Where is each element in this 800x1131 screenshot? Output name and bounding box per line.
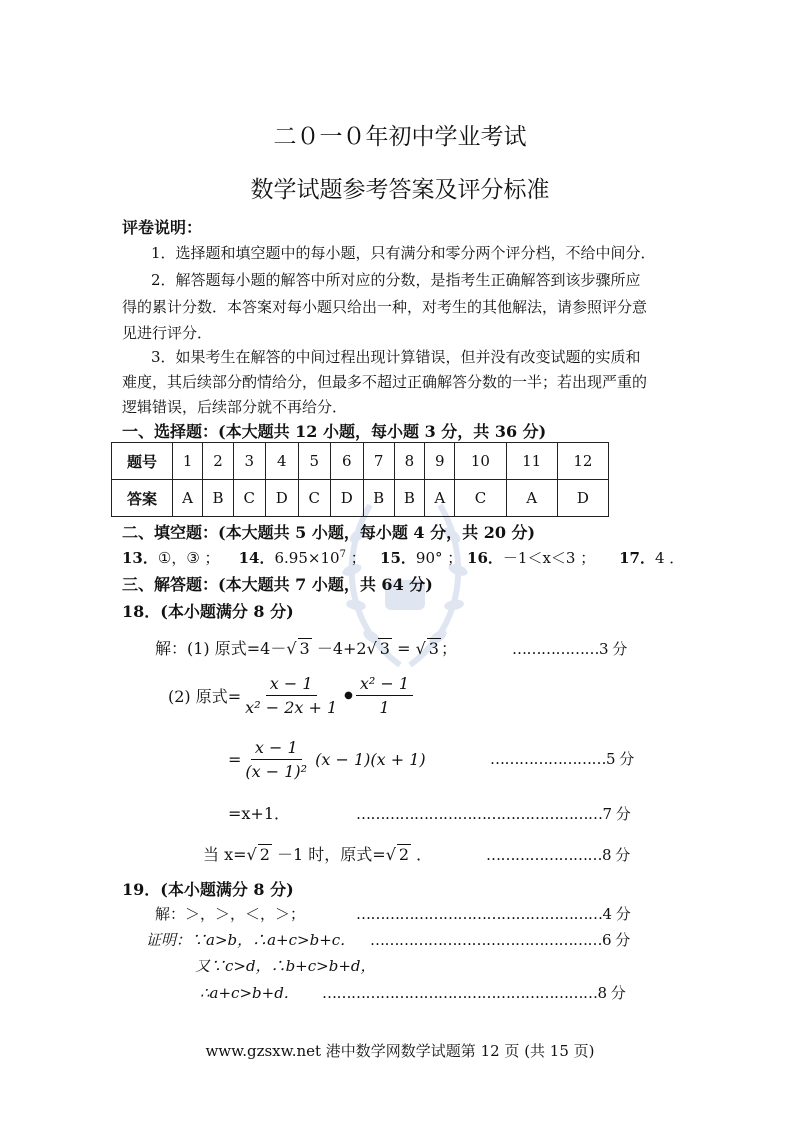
note-line-1: 1．选择题和填空题中的每小题，只有满分和零分两个评分档，不给中间分． [151,244,656,262]
table-cell: B [363,480,394,517]
equals-sign: = [391,639,416,658]
sqrt-icon: √ [246,845,257,864]
q18-step3-score: ……………………5 分 [490,750,634,768]
section2-title: 二、填空题： [122,523,219,542]
q18-step4-score: ……………………………………………7 分 [356,805,631,823]
q19-line4-score: …………………………………………………8 分 [322,984,626,1002]
fraction-numerator: x² − 1 [356,674,413,696]
table-header-number: 题号 [112,443,173,480]
table-cell: D [265,480,298,517]
table-cell: 1 [173,443,203,480]
table-cell: 11 [506,443,557,480]
note-line-7: 逻辑错误，后续部分就不再给分． [122,398,348,416]
q18-step5-score: ……………………8 分 [486,846,630,864]
sqrt-icon: √ [415,639,426,658]
table-row-answers [112,480,609,517]
table-row-numbers [112,443,609,480]
section1-heading [122,419,546,442]
q13-answer: ①，③ ； [157,549,220,567]
q17-answer: 4 ． [654,549,685,567]
q18-step2 [168,674,413,717]
note-line-6: 难度，其后续部分酌情给分，但最多不超过正确解答分数的一半；若出现严重的 [122,373,648,391]
fill-answers-line [122,547,684,568]
radicand: 3 [379,639,390,658]
table-cell: 7 [363,443,394,480]
q14-number: 14． [238,549,275,567]
table-cell: 9 [425,443,455,480]
q18-step1-tail: ； [440,639,457,658]
table-cell: D [330,480,363,517]
table-cell: 2 [203,443,234,480]
section2-heading [122,520,535,543]
fraction [241,738,311,781]
fraction [241,674,341,717]
q18-step1-prefix: 解：(1) 原式=4－ [155,639,287,658]
table-cell: 4 [265,443,298,480]
table-cell: A [173,480,203,517]
section1-title: 一、选择题： [122,422,219,441]
notes-heading: 评卷说明： [122,218,203,237]
sqrt-icon: √ [385,845,396,864]
answer-table [111,442,609,517]
fraction-numerator: x − 1 [266,674,317,696]
document-subtitle: 数学试题参考答案及评分标准 [250,177,550,203]
table-cell: 10 [455,443,506,480]
q18-step2-prefix: (2) 原式= [168,687,242,706]
fraction-denominator: x² − 2x + 1 [245,698,338,717]
fraction-denominator: (x − 1)² [245,762,308,781]
table-cell: C [455,480,506,517]
q15-number: 15． [380,549,416,567]
q16-number: 16． [467,549,503,567]
q18-heading: 18．(本小题满分 8 分) [122,602,294,621]
fraction-denominator: 1 [379,698,390,717]
q18-step1 [155,636,457,659]
q18-step1-score: ………………3 分 [512,640,627,658]
section3-title: 三、解答题： [122,575,219,594]
table-cell: A [506,480,557,517]
page-footer: www.gzsxw.net 港中数学网数学试题第 12 页 (共 15 页) [205,1042,595,1060]
table-cell: 12 [557,443,608,480]
radicand: 3 [428,639,439,658]
table-cell: D [557,480,608,517]
section3-heading [122,572,433,595]
table-cell: C [233,480,265,517]
note-line-4: 见进行评分． [122,324,213,342]
q14-tail: ； [345,549,366,567]
note-line-2: 2．解答题每小题的解答中所对应的分数，是指考生正确解答到该步骤所应 [151,271,641,289]
note-line-5: 3．如果考生在解答的中间过程出现计算错误，但并没有改变试题的实质和 [151,348,641,366]
q18-step5-prefix: 当 x= [203,845,247,864]
fraction-numerator: x − 1 [251,738,302,760]
fraction [356,674,413,717]
table-cell: B [394,480,425,517]
q15-answer: 90° ； [415,549,463,567]
section1-info: (本大题共 12 小题，每小题 3 分，共 36 分) [218,422,547,441]
multiply-dot-icon: ● [344,690,353,701]
q18-step3-tail: (x − 1)(x + 1) [315,750,426,769]
q14-exponent: 7 [339,549,346,560]
radicand: 2 [259,845,270,864]
q16-answer: －1＜x＜3 ； [502,549,596,567]
q18-step3 [228,738,426,781]
section2-info: (本大题共 5 小题，每小题 4 分，共 20 分) [218,523,536,542]
q18-step5-tail: ． [411,845,433,864]
table-cell: 6 [330,443,363,480]
table-cell: B [203,480,234,517]
q18-step4: =x+1． [228,804,291,823]
table-cell: C [298,480,330,517]
table-header-answer: 答案 [112,480,173,517]
q18-step1-mid: －4+2 [311,639,367,658]
q18-step5-mid: －1 时，原式= [271,845,386,864]
q19-line2-score: …………………………………………6 分 [370,931,630,949]
q19-line3: 又∵c>d，∴b+c>b+d， [195,957,376,975]
q13-number: 13． [122,549,158,567]
sqrt-icon: √ [366,639,377,658]
q19-line2: 证明：∵a>b，∴a+c>b+c． [146,931,356,949]
table-cell: 5 [298,443,330,480]
table-cell: 8 [394,443,425,480]
q19-line1-score: ……………………………………………4 分 [356,905,631,923]
q14-answer: 6.95×10 [274,549,340,567]
section3-info: (本大题共 7 小题，共 64 分) [218,575,433,594]
q19-line1: 解：＞，＞，＜，＞； [155,905,306,923]
note-line-3: 得的累计分数．本答案对每小题只给出一种，对考生的其他解法，请参照评分意 [122,298,648,316]
q19-line4: ∴a+c>b+d． [200,984,299,1002]
table-cell: 3 [233,443,265,480]
q19-heading: 19．(本小题满分 8 分) [122,880,294,899]
equals-sign: = [228,750,242,769]
q18-step5 [203,842,432,865]
document-title: 二０一０年初中学业考试 [273,124,527,150]
sqrt-icon: √ [286,639,297,658]
radicand: 3 [299,639,310,658]
q17-number: 17． [619,549,655,567]
radicand: 2 [398,845,410,864]
table-cell: A [425,480,455,517]
